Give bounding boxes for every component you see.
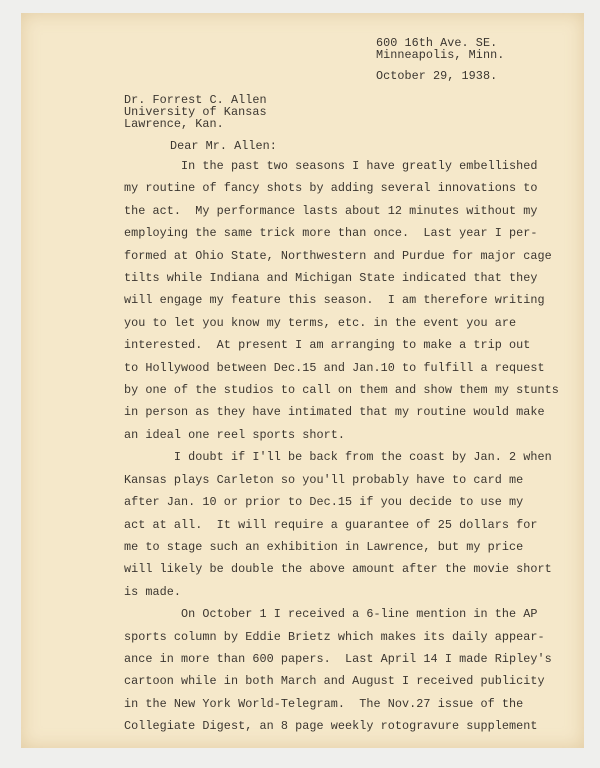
paragraph-line: tilts while Indiana and Michigan State indicated that they [124, 271, 538, 286]
recipient-address [124, 94, 267, 130]
salutation: Dear Mr. Allen: [170, 139, 277, 153]
paragraph-line: will likely be double the above amount after the movie short [124, 562, 552, 577]
paragraph-line: my routine of fancy shots by adding several innovations to [124, 181, 538, 196]
recipient-line: University of Kansas [124, 105, 267, 119]
paragraph-line: cartoon while in both March and August I received publicity [124, 674, 545, 689]
paragraph-line: after Jan. 10 or prior to Dec.15 if you decide to use my [124, 495, 524, 510]
letter-date: October 29, 1938. [376, 69, 498, 83]
sender-address-line: Minneapolis, Minn. [376, 48, 505, 62]
paragraph-line: you to let you know my terms, etc. in the event you are [124, 315, 517, 330]
paragraph-line: sports column by Eddie Brietz which makes its daily appear- [124, 629, 545, 644]
paragraph-line: an ideal one reel sports short. [124, 427, 346, 442]
paragraph-line: I doubt if I'll be back from the coast by Jan. 2 when [124, 450, 552, 465]
paragraph-line: the act. My performance lasts about 12 minutes without my [124, 203, 538, 218]
recipient-line: Lawrence, Kan. [124, 117, 224, 131]
paragraph [124, 603, 559, 737]
paragraph-line: In the past two seasons I have greatly embellished [124, 159, 538, 173]
paragraph-line: will engage my feature this season. I am therefore writing [124, 293, 545, 308]
paragraph-line: act at all. It will require a guarantee of 25 dollars for [124, 517, 538, 532]
paragraph-line: in person as they have intimated that my routine would make [124, 405, 545, 420]
paragraph-line: On October 1 I received a 6-line mention in the AP [124, 607, 538, 622]
paragraph [124, 446, 559, 603]
paragraph-line: in the New York World-Telegram. The Nov.27 issue of the [124, 696, 524, 711]
paragraph [124, 155, 559, 446]
paragraph-line: me to stage such an exhibition in Lawrence, but my price [124, 539, 524, 554]
paragraph-line: interested. At present I am arranging to make a trip out [124, 338, 531, 353]
sender-address [376, 37, 504, 61]
paragraph-line: is made. [124, 584, 182, 599]
paragraph-line: Collegiate Digest, an 8 page weekly rotogravure supplement [124, 719, 538, 734]
paragraph-line: formed at Ohio State, Northwestern and Purdue for major cage [124, 248, 552, 263]
recipient-line: Dr. Forrest C. Allen [124, 93, 267, 107]
paragraph-line: employing the same trick more than once. Last year I per- [124, 226, 538, 241]
letter-body [124, 155, 559, 738]
paragraph-line: ance in more than 600 papers. Last April 14 I made Ripley's [124, 651, 552, 666]
paragraph-line: by one of the studios to call on them and show them my stunts [124, 383, 559, 398]
paragraph-line: Kansas plays Carleton so you'll probably have to card me [124, 472, 524, 487]
sender-address-line: 600 16th Ave. SE. [376, 36, 498, 50]
paragraph-line: to Hollywood between Dec.15 and Jan.10 to fulfill a request [124, 360, 545, 375]
